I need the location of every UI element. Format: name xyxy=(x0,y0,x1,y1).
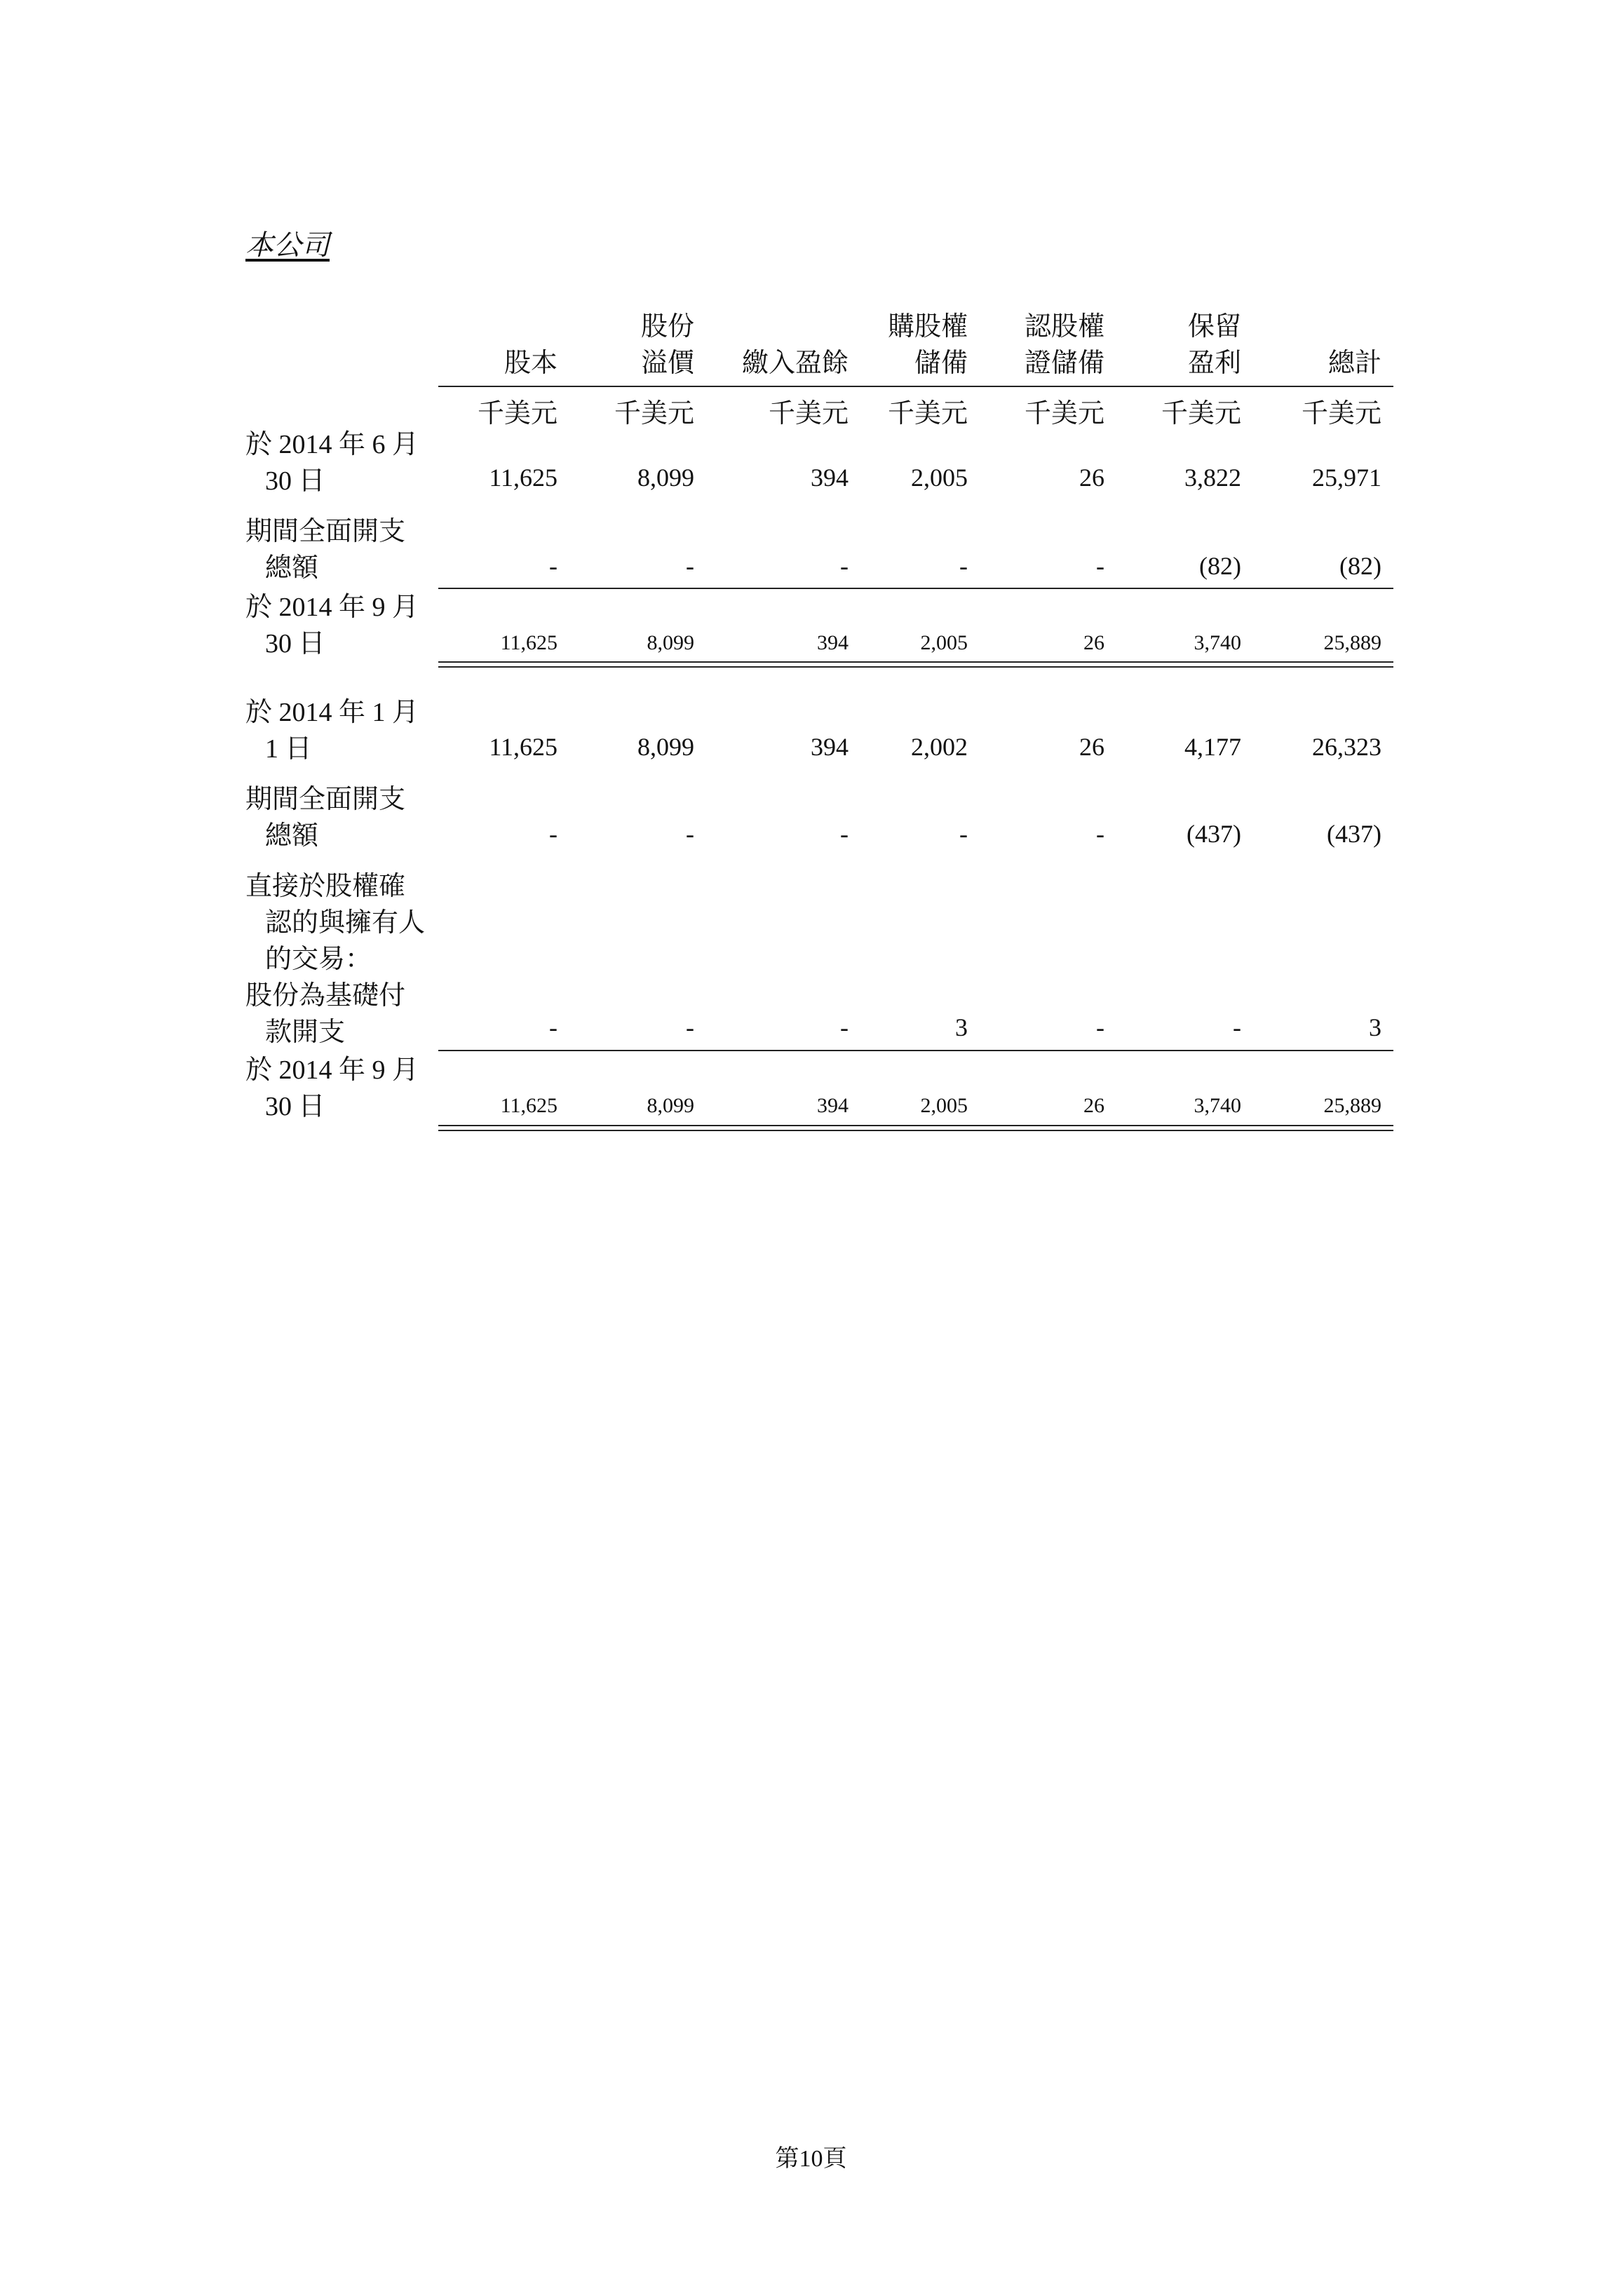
cell: 11,625 xyxy=(500,1094,557,1117)
row-label-line: 認的與擁有人 xyxy=(265,908,426,938)
cell: - xyxy=(549,820,557,848)
col-header-warrant-reserve xyxy=(996,309,1104,381)
cell: (82) xyxy=(1199,552,1241,580)
cell: - xyxy=(1096,1013,1104,1041)
header-rule xyxy=(438,386,1393,387)
cell: 26 xyxy=(1079,733,1104,761)
cell: - xyxy=(840,1013,849,1041)
row-label-line: 款開支 xyxy=(265,1018,346,1047)
row-label-line: 的交易： xyxy=(265,945,372,974)
cell: 25,889 xyxy=(1323,1094,1381,1117)
cell: 11,625 xyxy=(489,733,557,761)
col-header-total xyxy=(1269,309,1381,381)
subtotal-rule xyxy=(438,588,1393,589)
cell: - xyxy=(840,552,849,580)
cell: 3 xyxy=(1369,1013,1381,1041)
cell: - xyxy=(840,820,849,848)
cell: 3,740 xyxy=(1194,1094,1241,1117)
cell: 8,099 xyxy=(637,464,694,492)
cell: 11,625 xyxy=(500,631,557,654)
col-header-share-premium xyxy=(582,309,694,381)
unit-label: 千美元 xyxy=(1301,398,1381,428)
row-label-line: 30 日 xyxy=(265,466,325,496)
unit-label: 千美元 xyxy=(768,398,849,428)
cell: 26 xyxy=(1083,1094,1104,1117)
col-header-line1: 股份 xyxy=(640,312,694,342)
col-header-line2: 股本 xyxy=(504,349,557,378)
cell: 2,005 xyxy=(911,464,968,492)
row-label xyxy=(245,1052,419,1125)
cell: - xyxy=(959,820,968,848)
col-header-share-option-reserve xyxy=(863,309,968,381)
row-label xyxy=(245,694,419,767)
cell: 8,099 xyxy=(647,631,694,654)
col-header-line1 xyxy=(1269,309,1381,345)
cell: - xyxy=(1096,820,1104,848)
row-label xyxy=(245,589,419,662)
row-label-line: 總額 xyxy=(265,821,319,851)
cell: - xyxy=(549,1013,557,1041)
cell: (82) xyxy=(1339,552,1381,580)
cell: 2,005 xyxy=(920,1094,968,1117)
col-header-line1: 保留 xyxy=(1187,312,1241,342)
cell: 26 xyxy=(1079,464,1104,492)
row-label-line: 總額 xyxy=(265,553,319,583)
cell: - xyxy=(686,1013,694,1041)
cell: 25,971 xyxy=(1312,464,1381,492)
cell: - xyxy=(1233,1013,1241,1041)
unit-label: 千美元 xyxy=(887,398,968,428)
cell: 3 xyxy=(955,1013,968,1041)
cell: 3,822 xyxy=(1184,464,1241,492)
row-label-line: 於 2014 年 6 月 xyxy=(245,430,419,459)
cell: 2,005 xyxy=(920,631,968,654)
unit-label: 千美元 xyxy=(614,398,694,428)
row-label xyxy=(245,426,419,499)
col-header-line1: 購股權 xyxy=(887,312,968,342)
col-header-line2: 溢價 xyxy=(640,349,694,378)
cell: 394 xyxy=(817,631,849,654)
col-header-line1 xyxy=(449,309,557,345)
row-label-line: 於 2014 年 9 月 xyxy=(245,1055,419,1085)
cell: 2,002 xyxy=(911,733,968,761)
row-label-line: 30 日 xyxy=(265,1092,325,1121)
col-header-line2: 總計 xyxy=(1327,349,1381,378)
cell: 8,099 xyxy=(647,1094,694,1117)
col-header-line2: 盈利 xyxy=(1187,349,1241,378)
subtotal-rule xyxy=(438,1050,1393,1051)
row-label-line: 直接於股權確 xyxy=(245,872,406,901)
row-label-line: 期間全面開支 xyxy=(245,785,406,814)
cell: 8,099 xyxy=(637,733,694,761)
col-header-contributed-surplus xyxy=(722,309,849,381)
row-label-line: 於 2014 年 1 月 xyxy=(245,698,419,727)
row-label-line: 期間全面開支 xyxy=(245,517,406,546)
row-label-line: 30 日 xyxy=(265,629,325,659)
col-header-share-capital xyxy=(449,309,557,381)
unit-label: 千美元 xyxy=(1161,398,1241,428)
cell: 11,625 xyxy=(489,464,557,492)
cell: 4,177 xyxy=(1184,733,1241,761)
page-number: 第10頁 xyxy=(775,2146,847,2172)
cell: 394 xyxy=(811,464,849,492)
col-header-line1: 認股權 xyxy=(1024,312,1104,342)
row-label-line: 股份為基礎付 xyxy=(245,981,406,1011)
col-header-line1 xyxy=(722,309,849,345)
cell: - xyxy=(1096,552,1104,580)
cell: - xyxy=(549,552,557,580)
cell: 26 xyxy=(1083,631,1104,654)
total-double-rule xyxy=(438,1125,1393,1131)
page-title: 本公司 xyxy=(245,229,330,261)
total-double-rule xyxy=(438,661,1393,668)
col-header-line2: 儲備 xyxy=(914,349,968,378)
col-header-line2: 繳入盈餘 xyxy=(741,349,849,378)
cell: 394 xyxy=(811,733,849,761)
cell: 3,740 xyxy=(1194,631,1241,654)
cell: - xyxy=(686,820,694,848)
row-label-line: 1 日 xyxy=(265,734,312,764)
col-header-retained-profits xyxy=(1136,309,1241,381)
unit-label: 千美元 xyxy=(477,398,557,428)
cell: 25,889 xyxy=(1323,631,1381,654)
cell: - xyxy=(959,552,968,580)
cell: (437) xyxy=(1327,820,1381,848)
cell: (437) xyxy=(1187,820,1241,848)
row-label xyxy=(245,781,405,854)
unit-label: 千美元 xyxy=(1024,398,1104,428)
col-header-line2: 證儲備 xyxy=(1024,349,1104,378)
cell: - xyxy=(686,552,694,580)
cell: 26,323 xyxy=(1312,733,1381,761)
row-label xyxy=(245,868,425,1051)
row-label xyxy=(245,513,405,586)
cell: 394 xyxy=(817,1094,849,1117)
row-label-line: 於 2014 年 9 月 xyxy=(245,593,419,622)
